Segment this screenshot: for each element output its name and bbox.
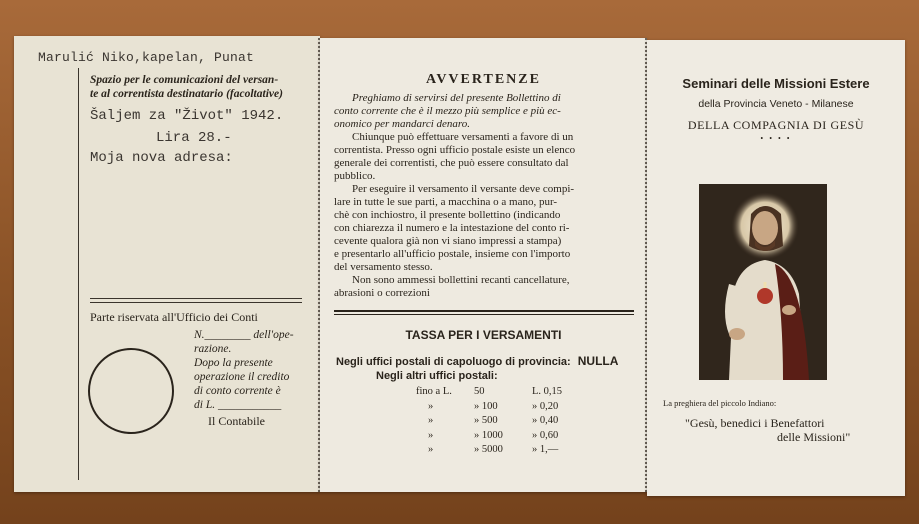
section-rule-2 [90, 302, 302, 303]
right-panel [647, 40, 905, 496]
notice-line: cevente qualora già non vi siano impressi a stampa) [334, 235, 562, 247]
notice-line: del versamento stesso. [334, 261, 433, 273]
tassa-rule-1 [334, 310, 634, 312]
typed-address-line: Moja nova adresa: [90, 150, 233, 166]
reserved-line: Dopo la presente [194, 357, 273, 369]
middle-panel [320, 38, 647, 492]
altri-label: Negli altri uffici postali: [376, 370, 498, 382]
capoluogo-label: Negli uffici postali di capoluogo di provincia: [336, 356, 571, 368]
reserved-line: operazione il credito [194, 371, 290, 383]
notice-line: e presentarlo all'ufficio postale, insieme con l'importo [334, 248, 571, 260]
rates-table [416, 385, 562, 458]
rate-row: » » 500 » 0,40 [428, 415, 559, 426]
typed-amount-line: Lira 28.- [156, 130, 232, 146]
notice-line: Chiunque può effettuare versamenti a favore di un [352, 131, 574, 143]
reserved-title: Parte riservata all'Ufficio dei Conti [90, 310, 258, 324]
comm-space-label-2: te al correntista destinatario (facoltative) [90, 88, 283, 100]
notice-line: Non sono ammessi bollettini recanti cancellature, [352, 274, 570, 286]
tassa-rule-2 [334, 314, 634, 315]
typed-message-line: Šaljem za "Život" 1942. [90, 108, 284, 124]
reserved-line: razione. [194, 343, 232, 355]
reserved-line: di L. ___________ [194, 399, 282, 411]
provincia-title: della Provincia Veneto - Milanese [698, 98, 854, 110]
prayer-line-1: "Gesù, benedici i Benefattori [685, 416, 825, 430]
rate-row: » » 5000 » 1,— [428, 444, 559, 455]
notice-line: lare in tutte le sue parti, a macchina o a mano, pur- [334, 196, 558, 208]
contabile-label: Il Contabile [208, 414, 265, 428]
tassa-title: TASSA PER I VERSAMENTI [405, 328, 562, 342]
notice-line: chè con inchiostro, il presente bollettino (indicando [334, 209, 561, 221]
left-panel [14, 36, 320, 492]
jesus-portrait-image [699, 184, 827, 380]
notice-line: abrasioni o correzioni [334, 287, 430, 299]
compagnia-title: DELLA COMPAGNIA DI GESÙ [687, 118, 865, 132]
notice-line: Preghiamo di servirsi del presente Bollettino di [352, 92, 561, 104]
postmark-circle [88, 348, 174, 434]
prayer-caption: La preghiera del piccolo Indiano: [663, 398, 777, 408]
notice-line: generale dei correntisti, che può essere consultato dal [334, 157, 569, 169]
ornament-dots: • • • • [760, 134, 792, 143]
section-rule-1 [90, 298, 302, 299]
notice-text [334, 92, 575, 300]
notice-line: correntista. Presso ogni ufficio postale esiste un elenco [334, 144, 576, 156]
seminari-title: Seminari delle Missioni Estere [682, 76, 870, 91]
notice-line: conto corrente che è il mezzo più semplice e più ec- [334, 105, 561, 117]
reserved-text [194, 328, 294, 412]
reserved-line: di conto corrente è [194, 385, 281, 397]
sacred-heart-picture [699, 184, 827, 380]
notice-line: con chiarezza il numero e la intestazione del conto ri- [334, 222, 570, 234]
reserved-line: N.________ dell'ope- [194, 329, 294, 341]
comm-space-label-1: Spazio per le comunicazioni del versan- [90, 74, 279, 86]
rate-row: » » 1000 » 0,60 [428, 429, 559, 441]
notice-line: Per eseguire il versamento il versante deve compi- [352, 183, 575, 195]
notice-line: pubblico. [334, 170, 376, 182]
avvertenze-title: AVVERTENZE [426, 72, 541, 87]
capoluogo-row [336, 354, 618, 368]
rate-row: » » 100 » 0,20 [428, 400, 559, 412]
typed-sender-line: Marulić Niko,kapelan, Punat [38, 50, 255, 65]
rate-row: fino a L. 50 L. 0,15 [416, 386, 563, 397]
notice-line: onomico per mandarci denaro. [334, 118, 471, 130]
prayer-line-2: delle Missioni" [777, 430, 851, 444]
vertical-divider [78, 68, 79, 480]
capoluogo-value: NULLA [577, 354, 619, 368]
